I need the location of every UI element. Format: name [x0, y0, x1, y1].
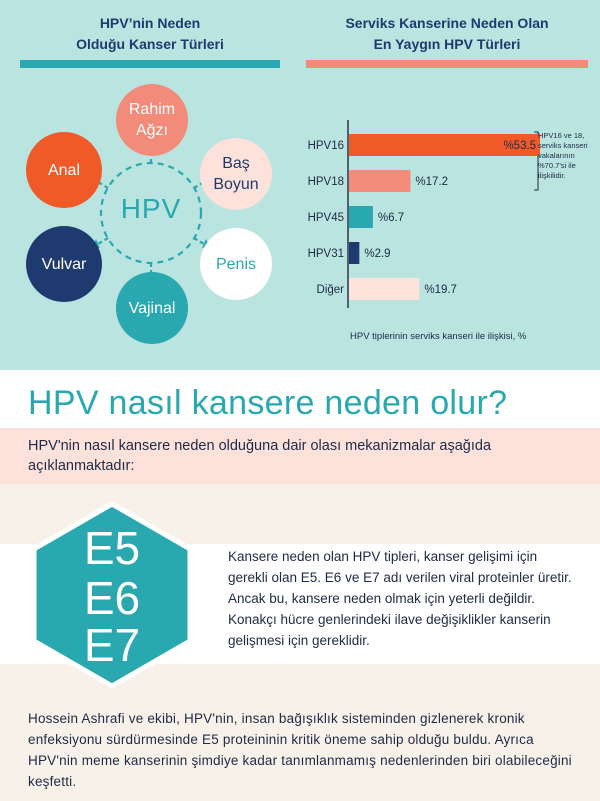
cancer-label: Rahim — [128, 101, 176, 118]
cancer-circle-vulvar — [26, 226, 102, 302]
bar-diğer — [349, 278, 419, 300]
category-label: Diğer — [316, 284, 344, 296]
cancer-circle-anal — [26, 132, 102, 208]
cancer-circle-vajinal — [116, 272, 188, 344]
cancer-label: Vulvar — [41, 255, 87, 273]
right-panel-title — [306, 0, 588, 68]
left-title-line1: HPV’nin Neden — [99, 15, 201, 31]
research-paragraph: Hossein Ashrafi ve ekibi, HPV'nin, insan bağışıklık sisteminden gizlenerek kronik enfeksiyonu sürdürmesinde E5 proteininin kritik öneme sahip olduğu buldu. Ayrıca HPV'nin meme kanserinin şimdiye kadar tanımlanmamış nedenlerinden biri olabileceğini keşfetti. — [28, 711, 572, 789]
category-label: HPV16 — [307, 140, 344, 152]
x-axis-label: HPV tiplerinin serviks kanseri ile ilişkisi, % — [350, 331, 527, 342]
hpv16-18-note: HPV16 ve 18, serviks kanseri vakalarının %70.7’si ile ilişkilidir. — [538, 131, 588, 180]
category-label: HPV45 — [307, 212, 344, 224]
bar-value-label: %53.5 — [503, 140, 537, 152]
cancer-label: Vajinal — [128, 299, 176, 317]
bar-value-label: %6.7 — [377, 212, 405, 224]
cancer-label: Baş — [222, 155, 250, 172]
mechanism-paragraph: Kansere neden olan HPV tipleri, kanser gelişimi için gerekli olan E5. E6 ve E7 adı verilen viral proteinler üretir. Ancak bu, kansere neden olmak için yeterli değildir. Konakçı hücre genlerindeki ilave değişiklikler kanserin gelişmesi için gereklidir. — [228, 549, 572, 648]
section-heading-block — [0, 370, 600, 428]
bar-hpv18 — [349, 170, 410, 192]
right-title-line1: Serviks Kanserine Neden Olan — [345, 15, 549, 31]
right-title-line2: En Yaygın HPV Türleri — [373, 36, 521, 52]
cancer-circle-bas-boyun — [200, 138, 272, 210]
bar-value-label: %17.2 — [415, 176, 449, 188]
category-label: HPV18 — [307, 176, 344, 188]
protein-e6-label: E6 — [83, 572, 141, 624]
intro-block — [0, 428, 600, 484]
right-title-underline — [306, 60, 588, 68]
protein-e7-label: E7 — [83, 619, 141, 671]
bar-hpv31 — [349, 242, 359, 264]
top-infographic-band — [0, 0, 600, 370]
intro-text: HPV'nin nasıl kansere neden olduğuna dair olası mekanizmalar aşağıda açıklanmaktadır: — [28, 438, 492, 474]
cancer-label-2: Boyun — [213, 176, 259, 193]
cancer-circle-rahim-agzi — [116, 84, 188, 156]
category-label: HPV31 — [307, 248, 344, 260]
cancer-circle-penis — [200, 228, 272, 300]
cancer-label-2: Ağzı — [135, 122, 168, 139]
cancer-label: Penis — [215, 255, 257, 273]
bar-value-label: %19.7 — [424, 284, 457, 296]
cancer-label: Anal — [47, 161, 81, 179]
left-title-line2: Olduğu Kanser Türleri — [76, 36, 224, 52]
page-heading: HPV nasıl kansere neden olur? — [28, 384, 508, 422]
bar-hpv45 — [349, 206, 373, 228]
bar-value-label: %2.9 — [364, 248, 391, 260]
hpv-center-label: HPV — [120, 193, 182, 224]
protein-e5-label: E5 — [83, 522, 141, 574]
